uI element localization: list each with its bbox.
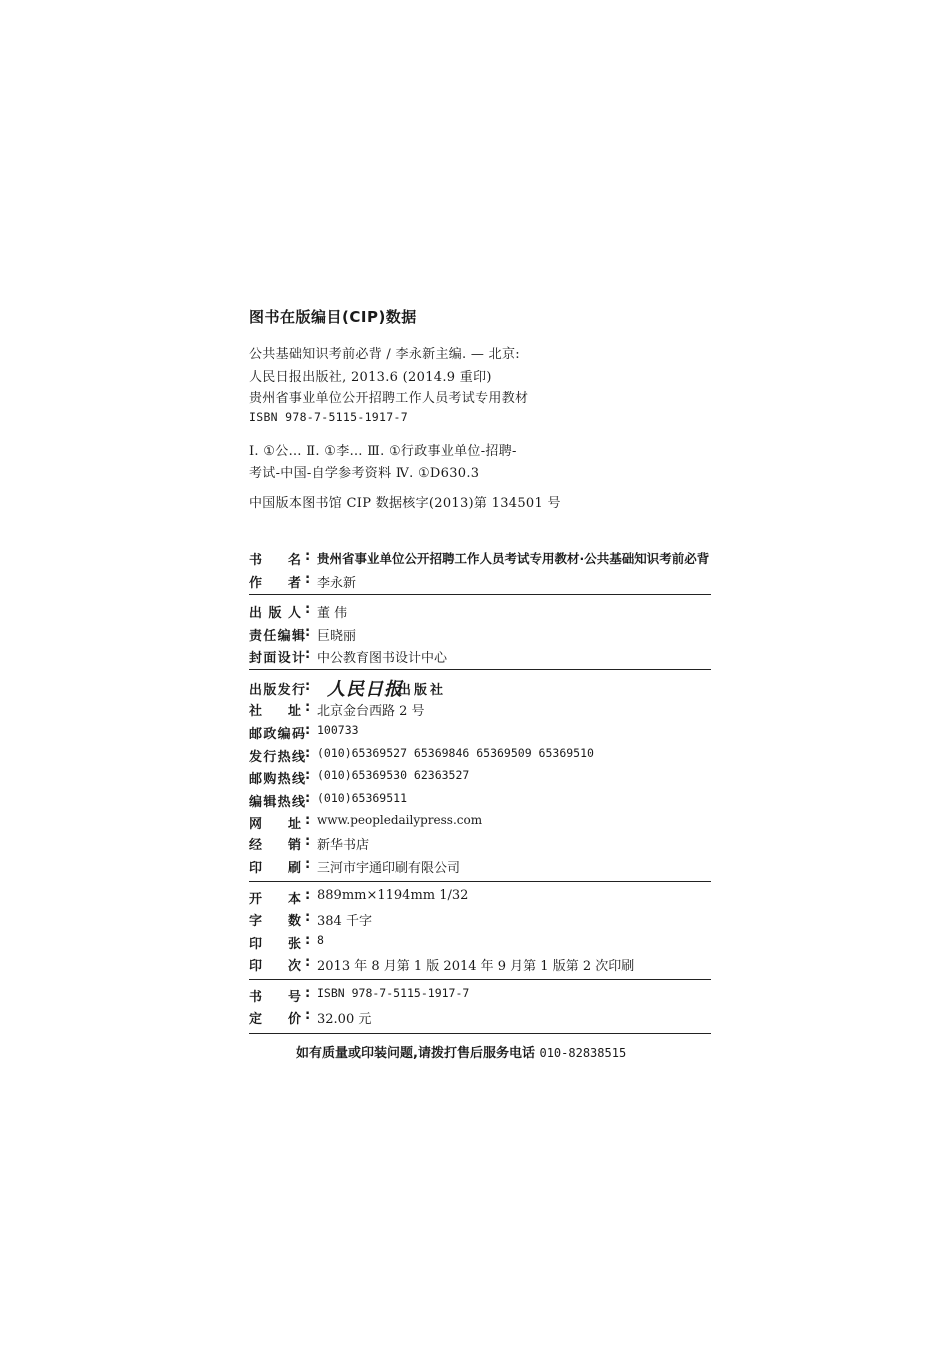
colon: : [305,572,311,587]
label-printer: 印 刷 [249,861,301,876]
row-editor [249,625,711,647]
divider [249,669,711,670]
label-word-count: 字 数 [249,914,301,929]
value-format: 889mm×1194mm 1/32 [317,888,469,903]
value-seller: 新华书店 [317,838,370,853]
label-book-name: 书 名 [249,553,301,568]
after-sales-text: 如有质量或印装问题,请拨打售后服务电话 [296,1046,535,1061]
colon: : [305,700,311,715]
label-editor: 责 任 编 辑 [249,629,305,644]
publisher-logo: 人民日报 [327,679,403,700]
row-order-hotline [249,768,711,790]
row-address [249,700,711,722]
value-cover-design: 中公教育图书设计中心 [317,651,448,666]
colon: : [305,813,311,828]
divider [249,1033,711,1034]
row-price [249,1008,711,1030]
label-postcode: 邮 政 编 码 [249,727,305,742]
value-book-name: 贵州省事业单位公开招聘工作人员考试专用教材·公共基础知识考前必背 [317,551,710,566]
cip-line-6: 考试-中国-自学参考资料 Ⅳ. ①D630.3 [249,466,480,481]
value-printer: 三河市宇通印刷有限公司 [317,861,461,876]
colon: : [305,910,311,925]
label-isbn: 书 号 [249,990,301,1005]
label-author: 作 者 [249,576,301,591]
row-author [249,572,711,594]
value-sales-hotline: (010)65369527 65369846 65369509 65369510 [317,746,594,760]
value-postcode: 100733 [317,723,359,737]
colon: : [305,679,311,694]
divider [249,594,711,595]
label-publisher-person: 出 版 人 [249,606,301,621]
colon: : [305,549,311,564]
colon: : [305,602,311,617]
label-price: 定 价 [249,1012,301,1027]
label-edit-hotline: 编 辑 热 线 [249,795,305,810]
colon: : [305,723,311,738]
colon: : [305,746,311,761]
row-format [249,888,711,910]
cip-line-isbn: ISBN 978-7-5115-1917-7 [249,410,408,424]
divider [249,979,711,980]
value-editor: 巨晓丽 [317,629,357,644]
label-address: 社 址 [249,704,301,719]
colon: : [305,888,311,903]
value-impression: 2013 年 8 月第 1 版 2014 年 9 月第 1 版第 2 次印刷 [317,959,635,974]
row-sales-hotline [249,746,711,768]
colon: : [305,625,311,640]
label-cover-design: 封 面 设 计 [249,651,305,666]
row-edit-hotline [249,791,711,813]
label-sheets: 印 张 [249,937,301,952]
row-impression [249,955,711,977]
label-order-hotline: 邮 购 热 线 [249,772,305,787]
row-word-count [249,910,711,932]
colon: : [305,986,311,1001]
cip-line-5: Ⅰ. ①公… Ⅱ. ①李… Ⅲ. ①行政事业单位-招聘- [249,444,517,459]
publisher-logo-suffix: 出版社 [398,683,447,698]
cip-line-1: 公共基础知识考前必背 / 李永新主编. — 北京: [249,347,520,362]
after-sales-phone: 010-82838515 [539,1046,627,1060]
row-isbn [249,986,711,1008]
divider [249,881,711,882]
colon: : [305,791,311,806]
value-edit-hotline: (010)65369511 [317,791,408,805]
value-author: 李永新 [317,576,357,591]
row-printer [249,857,711,879]
value-sheets: 8 [317,933,324,947]
value-word-count: 384 千字 [317,914,372,929]
row-website [249,813,711,835]
value-address: 北京金台西路 2 号 [317,704,425,719]
label-website: 网 址 [249,817,301,832]
value-price: 32.00 元 [317,1012,372,1027]
row-distributor [249,679,711,701]
colon: : [305,768,311,783]
label-format: 开 本 [249,892,301,907]
label-sales-hotline: 发 行 热 线 [249,750,305,765]
row-seller [249,834,711,856]
cip-line-3: 贵州省事业单位公开招聘工作人员考试专用教材 [249,391,529,406]
colon: : [305,955,311,970]
cip-line-7: 中国版本图书馆 CIP 数据核字(2013)第 134501 号 [249,496,561,511]
after-sales-notice [296,1042,626,1061]
row-publisher-person [249,602,711,624]
value-publisher-person: 董 伟 [317,606,348,621]
colon: : [305,1008,311,1023]
row-cover-design [249,647,711,669]
row-sheets [249,933,711,955]
cip-title: 图书在版编目(CIP)数据 [249,308,417,326]
label-impression: 印 次 [249,959,301,974]
row-book-name [249,549,711,571]
row-postcode [249,723,711,745]
colon: : [305,647,311,662]
label-seller: 经 销 [249,838,301,853]
value-order-hotline: (010)65369530 62363527 [317,768,470,782]
label-distributor: 出 版 发 行 [249,683,305,698]
colon: : [305,857,311,872]
colon: : [305,933,311,948]
value-isbn: ISBN 978-7-5115-1917-7 [317,986,470,1000]
cip-line-2: 人民日报出版社, 2013.6 (2014.9 重印) [249,370,492,385]
colon: : [305,834,311,849]
value-website: www.peopledailypress.com [317,813,483,827]
